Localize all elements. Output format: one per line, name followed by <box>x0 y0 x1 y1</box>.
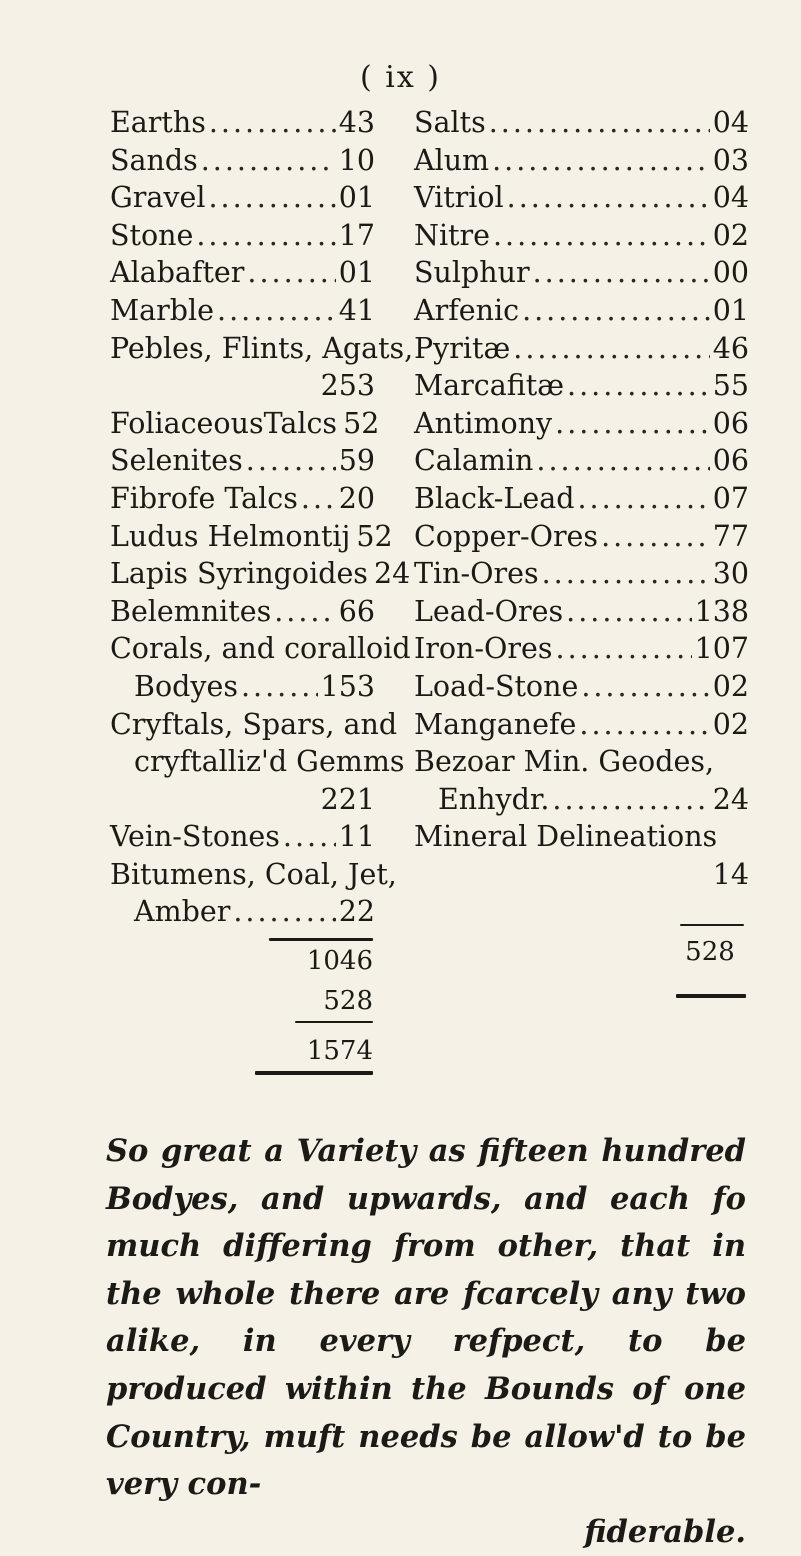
entry-label: Load-Stone <box>414 669 579 703</box>
dot-leader <box>513 330 709 368</box>
entry-label: Bodyes <box>134 669 238 703</box>
dot-leader <box>241 668 318 706</box>
right-entry <box>414 142 749 180</box>
paragraph-last-word: fiderable. <box>584 1513 746 1550</box>
entry-count: 55 <box>712 369 749 403</box>
entry-count: 41 <box>338 293 375 327</box>
entry-count: 221 <box>320 782 375 816</box>
left-entry <box>110 706 398 744</box>
entry-label: Lead-Ores <box>414 594 564 628</box>
entry-label: Bitumens, Coal, Jet, <box>110 857 397 891</box>
dot-leader <box>567 367 710 405</box>
right-entry <box>414 743 749 781</box>
right-total-rule-top <box>680 924 744 926</box>
entry-label: Sulphur <box>414 256 530 290</box>
left-entry <box>110 254 375 292</box>
entry-label: Selenites <box>110 444 243 478</box>
dot-leader <box>196 217 335 255</box>
entry-label: Gravel <box>110 181 206 215</box>
entry-label: Copper-Ores <box>414 519 599 553</box>
entry-label: Earths <box>110 106 206 139</box>
entry-label: Marble <box>110 293 215 327</box>
dot-leader <box>542 555 710 593</box>
entry-count: 00 <box>712 256 749 290</box>
right-total-rule-bottom <box>676 994 746 998</box>
entry-label: Sands <box>110 143 198 177</box>
dot-leader <box>507 179 710 217</box>
left-entry <box>110 142 375 180</box>
paragraph-main: So great a Variety as fifteen hundred Bodyes, and upwards, and each fo much differing from other, that in the whole there are fcarcely any two alike, in every refpect, to be produced within the Bounds of one Country, muft needs be allow'd to be very con- <box>106 1133 746 1503</box>
dot-leader <box>555 405 710 443</box>
entry-label: Fibrofe Talcs <box>110 481 298 515</box>
entry-count: 01 <box>712 293 749 327</box>
dot-leader <box>601 518 710 556</box>
entry-count: 04 <box>712 106 749 139</box>
left-entry <box>110 856 397 894</box>
entry-label: Pyritæ <box>414 331 511 365</box>
entry-label: Alabafter <box>110 256 245 290</box>
dot-leader <box>489 104 710 142</box>
entry-label: Vein-Stones <box>110 820 280 854</box>
entry-label: Marcafitæ <box>414 369 565 403</box>
entry-count: 02 <box>712 707 749 741</box>
entry-count: 14 <box>712 857 749 891</box>
left-entry <box>110 893 375 931</box>
left-entry <box>110 818 375 856</box>
right-column <box>414 104 749 893</box>
entry-label: Salts <box>414 106 486 139</box>
dot-leader <box>246 442 336 480</box>
left-column <box>110 104 414 931</box>
left-entry <box>110 630 411 668</box>
entry-count: 52 <box>356 519 393 553</box>
right-entry <box>414 405 749 443</box>
left-entry <box>110 593 375 631</box>
dot-leader <box>233 893 335 931</box>
entry-label: Enhydr. <box>438 782 550 816</box>
dot-leader <box>208 179 335 217</box>
entry-label: Lapis Syringoides <box>110 557 368 591</box>
left-entry <box>110 367 375 405</box>
right-entry <box>414 217 749 255</box>
closing-paragraph <box>106 1128 746 1556</box>
left-entry <box>110 518 393 556</box>
entry-count: 20 <box>338 481 375 515</box>
dot-leader <box>209 104 336 142</box>
left-entry <box>110 781 375 819</box>
entry-label: Calamin <box>414 444 534 478</box>
right-total: 528 <box>685 937 735 967</box>
dot-leader <box>492 142 710 180</box>
left-carried: 528 <box>323 986 373 1016</box>
right-entry <box>414 480 749 518</box>
dot-leader <box>533 254 710 292</box>
entry-label: Manganefe <box>414 707 577 741</box>
entry-count: 24 <box>373 557 411 591</box>
entry-count: 11 <box>338 820 375 854</box>
right-entry <box>414 254 749 292</box>
dot-leader <box>581 668 709 706</box>
left-entry <box>110 405 380 443</box>
dot-leader <box>217 292 336 330</box>
dot-leader <box>552 781 709 819</box>
entry-label: Corals, and coralloid <box>110 632 411 666</box>
entry-count: 01 <box>338 181 375 215</box>
entry-count: 52 <box>343 406 380 440</box>
entry-label: FoliaceousTalcs <box>110 406 338 440</box>
left-grand-total: 1574 <box>306 1036 373 1066</box>
right-entry <box>414 856 749 894</box>
left-entry <box>110 217 375 255</box>
entry-count: 06 <box>712 406 749 440</box>
right-entry <box>414 330 749 368</box>
left-entry <box>110 668 375 706</box>
right-entry <box>414 593 749 631</box>
left-subtotal: 1046 <box>306 946 373 976</box>
entry-label: Nitre <box>414 218 490 252</box>
entry-count: 24 <box>712 782 749 816</box>
left-entry <box>110 555 411 593</box>
right-entry <box>414 706 749 744</box>
carried-rule <box>295 1021 373 1023</box>
dot-leader <box>274 593 336 631</box>
entry-label: Amber <box>134 895 231 929</box>
dot-leader <box>301 480 336 518</box>
entry-count: 07 <box>712 481 749 515</box>
entry-label: Bezoar Min. Geodes, <box>414 745 715 779</box>
entry-count: 04 <box>712 181 749 215</box>
left-entry <box>110 104 375 142</box>
dot-leader <box>283 818 336 856</box>
entry-label: Vitriol <box>414 181 504 215</box>
entry-count: 30 <box>712 557 749 591</box>
right-entry <box>414 668 749 706</box>
left-entry <box>110 292 375 330</box>
right-entry <box>414 781 749 819</box>
entry-count: 22 <box>338 895 375 929</box>
right-entry <box>414 292 749 330</box>
entry-label: Pebles, Flints, Agats, <box>110 331 414 365</box>
left-entry <box>110 330 414 368</box>
entry-count: 138 <box>694 594 749 628</box>
right-entry <box>414 179 749 217</box>
dot-leader <box>522 292 710 330</box>
entry-count: 01 <box>338 256 375 290</box>
left-entry <box>110 743 405 781</box>
left-totals <box>255 938 373 1075</box>
entry-label: cryftalliz'd Gemms <box>134 745 405 779</box>
dot-leader <box>566 593 691 631</box>
entry-label: Belemnites <box>110 594 272 628</box>
dot-leader <box>493 217 710 255</box>
entry-label: Tin-Ores <box>414 557 539 591</box>
entry-label: Alum <box>414 143 490 177</box>
right-entry <box>414 367 749 405</box>
entry-count: 10 <box>338 143 375 177</box>
dot-leader <box>579 706 709 744</box>
entry-count: 107 <box>694 632 749 666</box>
entry-count: 43 <box>338 106 375 139</box>
right-entry <box>414 818 749 856</box>
entry-count: 153 <box>320 669 375 703</box>
grand-total-rule <box>255 1071 373 1075</box>
dot-leader <box>247 254 335 292</box>
entry-count: 46 <box>712 331 749 365</box>
left-entry <box>110 480 375 518</box>
entry-label: Black-Lead <box>414 481 575 515</box>
entry-label: Arfenic <box>414 293 520 327</box>
page-number: ( ix ) <box>360 60 441 95</box>
right-entry <box>414 442 749 480</box>
entry-count: 03 <box>712 143 749 177</box>
right-entry <box>414 518 749 556</box>
right-entry <box>414 104 749 142</box>
entry-count: 02 <box>712 218 749 252</box>
dot-leader <box>556 630 692 668</box>
entry-count: 77 <box>712 519 749 553</box>
entry-count: 253 <box>320 369 375 403</box>
entry-label: Iron-Ores <box>414 632 553 666</box>
left-entry <box>110 179 375 217</box>
right-entry <box>414 555 749 593</box>
dot-leader <box>577 480 709 518</box>
left-entry <box>110 442 375 480</box>
entry-label: Mineral Delineations <box>414 820 718 854</box>
right-totals <box>670 924 750 998</box>
entry-count: 17 <box>338 218 375 252</box>
dot-leader <box>201 142 336 180</box>
entry-label: Stone <box>110 218 194 252</box>
dot-leader <box>536 442 709 480</box>
entry-count: 02 <box>712 669 749 703</box>
entry-label: Ludus Helmontij <box>110 519 351 553</box>
entry-count: 06 <box>712 444 749 478</box>
entry-count: 66 <box>338 594 375 628</box>
right-entry <box>414 630 749 668</box>
entry-count: 59 <box>338 444 375 478</box>
entry-label: Cryftals, Spars, and <box>110 707 398 741</box>
entry-label: Antimony <box>414 406 553 440</box>
